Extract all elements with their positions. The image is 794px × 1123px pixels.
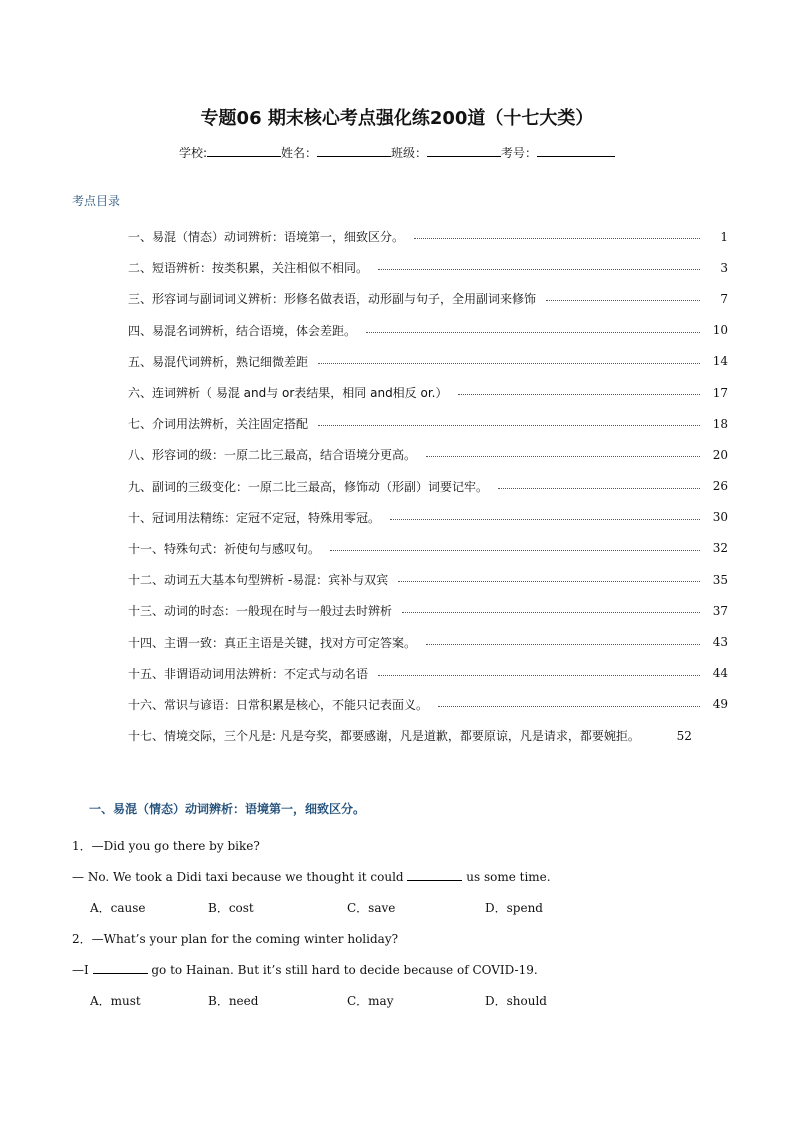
toc-dot-leader (402, 612, 700, 613)
toc-item-text: 七、介词用法辨析，关注固定搭配 (128, 417, 309, 432)
answer-blank[interactable] (93, 961, 148, 974)
option-d[interactable]: D．spend (485, 901, 543, 915)
toc-item-text: 八、形容词的级：一原二比三最高，结合语境分更高。 (128, 448, 417, 463)
exam-no-label: 考号： (501, 146, 538, 160)
toc-page-number: 7 (720, 291, 728, 306)
toc-item-text: 十二、动词五大基本句型辨析 -易混：宾补与双宾 (128, 573, 389, 588)
toc-page-number: 1 (720, 229, 728, 244)
toc-dot-leader (426, 456, 700, 457)
question-number: 1． (72, 839, 92, 853)
toc-item-text: 十一、特殊句式：祈使句与感叹句。 (128, 541, 321, 556)
toc-item-text: 二、短语辨析：按类积累，关注相似不相同。 (128, 261, 369, 276)
option-d[interactable]: D．should (485, 994, 547, 1008)
toc-item-text: 四、易混名词辨析，结合语境，体会差距。 (128, 323, 357, 338)
toc-dot-leader (398, 581, 700, 582)
toc-page-number: 30 (712, 510, 728, 525)
toc-dot-leader (378, 269, 700, 270)
toc-item-text: 五、易混代词辨析，熟记细微差距 (128, 354, 309, 369)
toc-dot-leader (438, 706, 700, 707)
toc-page-number: 49 (712, 697, 728, 712)
toc-page-number: 32 (712, 541, 728, 556)
question-line: —Did you go there by bike? (91, 839, 260, 853)
page-title: 专题06 期末核心考点强化练200道（十七大类） (200, 108, 594, 129)
toc-item[interactable] (128, 221, 728, 252)
question-1-prompt (72, 837, 260, 854)
toc-item[interactable] (128, 439, 728, 470)
toc-page-number: 14 (712, 354, 728, 369)
toc-page-number: 20 (712, 447, 728, 462)
toc-item[interactable] (128, 346, 728, 377)
toc-item[interactable] (128, 658, 728, 689)
toc-page-number: 52 (676, 728, 692, 743)
toc-page-number: 35 (712, 572, 728, 587)
option-b[interactable]: B．need (208, 994, 259, 1008)
toc-item[interactable] (128, 720, 728, 751)
response-text: go to Hainan. But it’s still hard to decide because of COVID-19. (147, 963, 538, 977)
question-number: 2． (72, 932, 92, 946)
toc-item[interactable] (128, 595, 728, 626)
toc-dot-leader (318, 425, 700, 426)
response-text: us some time. (462, 870, 551, 884)
toc-item-text: 十七、情境交际，三个凡是: 凡是夸奖，都要感谢，凡是道歉，都要原谅，凡是请求，都要婉拒。 (128, 729, 640, 744)
toc-dot-leader (330, 550, 700, 551)
school-label: 学校: (178, 146, 207, 160)
toc-page-number: 44 (712, 666, 728, 681)
response-text: —I (72, 963, 93, 977)
toc-dot-leader (498, 488, 700, 489)
toc-dot-leader (546, 300, 700, 301)
toc-dot-leader (414, 238, 700, 239)
toc-dot-leader (366, 332, 700, 333)
toc-page-number: 3 (720, 260, 728, 275)
toc-item[interactable] (128, 502, 728, 533)
toc-page-number: 18 (712, 416, 728, 431)
toc-page-number: 43 (712, 635, 728, 650)
toc-item-text: 一、易混（情态）动词辨析：语境第一，细致区分。 (128, 230, 405, 245)
toc-dot-leader (378, 675, 700, 676)
question-2-response (72, 961, 538, 977)
toc-item-text: 十五、非谓语动词用法辨析：不定式与动名语 (128, 666, 369, 681)
toc-item[interactable] (128, 252, 728, 283)
option-a[interactable]: A．cause (90, 901, 146, 915)
toc-item[interactable] (128, 626, 728, 657)
toc-item[interactable] (128, 689, 728, 720)
toc-item[interactable] (128, 283, 728, 314)
section-heading: 一、易混（情态）动词辨析：语境第一，细致区分。 (89, 802, 366, 816)
table-of-contents (128, 221, 728, 751)
toc-page-number: 37 (712, 603, 728, 618)
name-blank[interactable] (317, 144, 391, 157)
toc-item[interactable] (128, 408, 728, 439)
toc-heading: 考点目录 (72, 194, 121, 208)
toc-item[interactable] (128, 377, 728, 408)
toc-dot-leader (458, 394, 701, 395)
exam-no-blank[interactable] (537, 144, 615, 157)
toc-item-text: 九、副词的三级变化：一原二比三最高，修饰动（形副）词要记牢。 (128, 479, 489, 494)
class-label: 班级： (391, 146, 428, 160)
toc-item[interactable] (128, 533, 728, 564)
toc-dot-leader (318, 363, 700, 364)
school-blank[interactable] (207, 144, 281, 157)
toc-page-number: 10 (712, 323, 728, 338)
toc-item[interactable] (128, 315, 728, 346)
toc-item-text: 十六、常识与谚语：日常积累是核心，不能只记表面义。 (128, 697, 429, 712)
option-a[interactable]: A．must (90, 994, 141, 1008)
question-line: —What’s your plan for the coming winter holiday? (91, 932, 399, 946)
response-text: — No. We took a Didi taxi because we thought it could (72, 870, 408, 884)
toc-dot-leader (390, 519, 700, 520)
student-info-line (0, 144, 794, 161)
name-label: 姓名： (281, 146, 318, 160)
option-b[interactable]: B．cost (208, 901, 254, 915)
toc-item-text: 十、冠词用法精练：定冠不定冠，特殊用零冠。 (128, 510, 381, 525)
question-2-prompt (72, 930, 398, 947)
toc-item-text: 十三、动词的时态：一般现在时与一般过去时辨析 (128, 604, 393, 619)
toc-item-text: 六、连词辨析（ 易混 and与 or表结果，相同 and相反 or.） (128, 386, 448, 401)
toc-item[interactable] (128, 564, 728, 595)
option-c[interactable]: C．save (347, 901, 396, 915)
toc-page-number: 17 (712, 385, 728, 400)
class-blank[interactable] (427, 144, 501, 157)
answer-blank[interactable] (407, 868, 462, 881)
toc-item[interactable] (128, 471, 728, 502)
question-1-response (72, 868, 551, 884)
toc-page-number: 26 (712, 479, 728, 494)
toc-item-text: 十四、主谓一致：真正主语是关键，找对方可定答案。 (128, 635, 417, 650)
toc-dot-leader (426, 644, 700, 645)
toc-item-text: 三、形容词与副词词义辨析：形修名做表语，动形副与句子，全用副词来修饰 (128, 292, 537, 307)
option-c[interactable]: C．may (347, 994, 394, 1008)
